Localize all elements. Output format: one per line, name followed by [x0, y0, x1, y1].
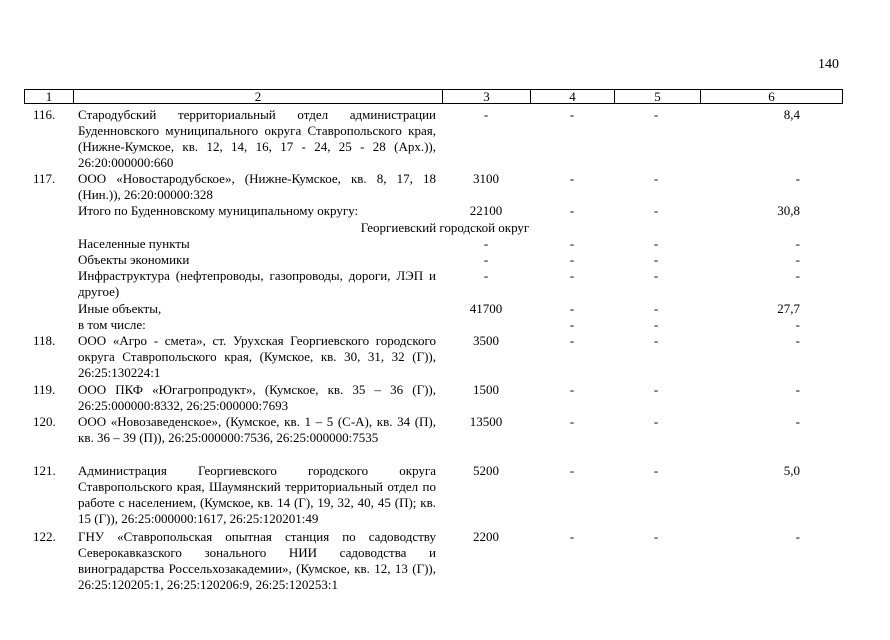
col-4-value: -: [569, 317, 575, 332]
col-5-value: -: [653, 529, 659, 544]
col-3-value: -: [483, 236, 489, 251]
col-4-value: -: [569, 529, 575, 544]
page-number: 140: [818, 57, 839, 72]
col-3-value: 3500: [473, 333, 499, 348]
col-4-value: -: [569, 252, 575, 267]
col-6-value: -: [795, 333, 800, 348]
col-3-value: -: [483, 107, 489, 122]
row-number: 119.: [33, 382, 56, 397]
col-3-value: 2200: [473, 529, 499, 544]
col-5-value: -: [653, 171, 659, 186]
col-5-value: -: [653, 203, 659, 218]
col-5-value: -: [653, 252, 659, 267]
section-title: Георгиевский городской округ: [360, 220, 530, 235]
row-description: Итого по Буденновскому муниципальному округу:: [78, 203, 359, 218]
col-6-value: -: [795, 317, 800, 332]
col-5-value: -: [653, 414, 659, 429]
row-description: ООО «Новозаведенское», (Кумское, кв. 1 – 5 (С-А), кв. 34 (П), кв. 36 – 39 (П)), 26:25:000000:7536, 26:25:000000:7535: [78, 414, 436, 445]
row-number: 118.: [33, 333, 56, 348]
col-6-value: -: [795, 382, 800, 397]
col-6-value: 5,0: [783, 463, 800, 478]
header-col-3: 3: [442, 90, 530, 103]
row-description: Администрация Георгиевского городского округа Ставропольского края, Шаумянский территориальный отдел по работе с населением, (Кумское, кв. 14 (Г), 19, 32, 40, 45 (П); кв. 15 (Г)), 26:25:000000:1617, 26:25:120201:49: [78, 463, 436, 526]
col-3-value: 5200: [473, 463, 499, 478]
row-description: Стародубский территориальный отдел администрации Буденновского муниципального округа Ставропольского края, (Нижне-Кумское, кв. 12, 14, 16, 17 - 24, 25 - 28 (Арх.)), 26:20:000000:660: [78, 107, 436, 170]
row-number: 122.: [33, 529, 56, 544]
col-4-value: -: [569, 107, 575, 122]
col-6-value: 27,7: [777, 301, 800, 316]
row-description: ООО ПКФ «Югагропродукт», (Кумское, кв. 35 – 36 (Г)), 26:25:000000:8332, 26:25:000000:7693: [78, 382, 436, 413]
row-number: 120.: [33, 414, 56, 429]
row-description: Населенные пункты: [78, 236, 190, 251]
col-3-value: -: [483, 268, 489, 283]
col-3-value: 41700: [469, 301, 503, 316]
col-4-value: -: [569, 463, 575, 478]
header-col-5: 5: [614, 90, 700, 103]
col-6-value: -: [795, 414, 800, 429]
col-3-value: 3100: [473, 171, 499, 186]
row-description: Объекты экономики: [78, 252, 190, 267]
col-5-value: -: [653, 236, 659, 251]
col-5-value: -: [653, 333, 659, 348]
col-3-value: 1500: [473, 382, 499, 397]
col-4-value: -: [569, 236, 575, 251]
header-col-1: 1: [45, 89, 53, 104]
col-6-value: -: [795, 171, 800, 186]
row-description: Инфраструктура (нефтепроводы, газопроводы, дороги, ЛЭП и другое): [78, 268, 436, 299]
col-5-value: -: [653, 268, 659, 283]
col-3-value: -: [483, 252, 489, 267]
col-4-value: -: [569, 414, 575, 429]
col-4-value: -: [569, 301, 575, 316]
row-description: ГНУ «Ставропольская опытная станция по садоводству Северокавказского зонального НИИ садоводства и виноградарства Россельхозакадемии», (Кумское, кв. 12, 13 (Г)), 26:25:120205:1, 26:25:120206:9, 26:25:120253:1: [78, 529, 436, 592]
col-5-value: -: [653, 463, 659, 478]
col-5-value: -: [653, 317, 659, 332]
row-description: ООО «Новостародубское», (Нижне-Кумское, кв. 8, 17, 18 (Нин.)), 26:20:00000:328: [78, 171, 436, 202]
row-description: Иные объекты,: [78, 301, 162, 316]
col-5-value: -: [653, 301, 659, 316]
col-6-value: -: [795, 529, 800, 544]
header-col-2: 2: [73, 90, 442, 103]
col-5-value: -: [653, 107, 659, 122]
col-4-value: -: [569, 382, 575, 397]
col-4-value: -: [569, 203, 575, 218]
row-number: 121.: [33, 463, 56, 478]
table-header: [24, 89, 843, 104]
col-3-value: 22100: [469, 203, 503, 218]
col-6-value: -: [795, 252, 800, 267]
row-number: 117.: [33, 171, 56, 186]
col-4-value: -: [569, 333, 575, 348]
header-col-4: 4: [530, 90, 614, 103]
col-6-value: 8,4: [783, 107, 800, 122]
col-4-value: -: [569, 171, 575, 186]
row-description: ООО «Агро - смета», ст. Урухская Георгиевского городского округа Ставропольского края, (Кумское, кв. 30, 31, 32 (Г)), 26:25:130224:1: [78, 333, 436, 380]
col-6-value: -: [795, 268, 800, 283]
row-number: 116.: [33, 107, 56, 122]
header-col-6: 6: [700, 90, 842, 103]
col-3-value: 13500: [469, 414, 503, 429]
col-6-value: 30,8: [777, 203, 800, 218]
col-4-value: -: [569, 268, 575, 283]
row-description: в том числе:: [78, 317, 146, 332]
col-5-value: -: [653, 382, 659, 397]
col-6-value: -: [795, 236, 800, 251]
